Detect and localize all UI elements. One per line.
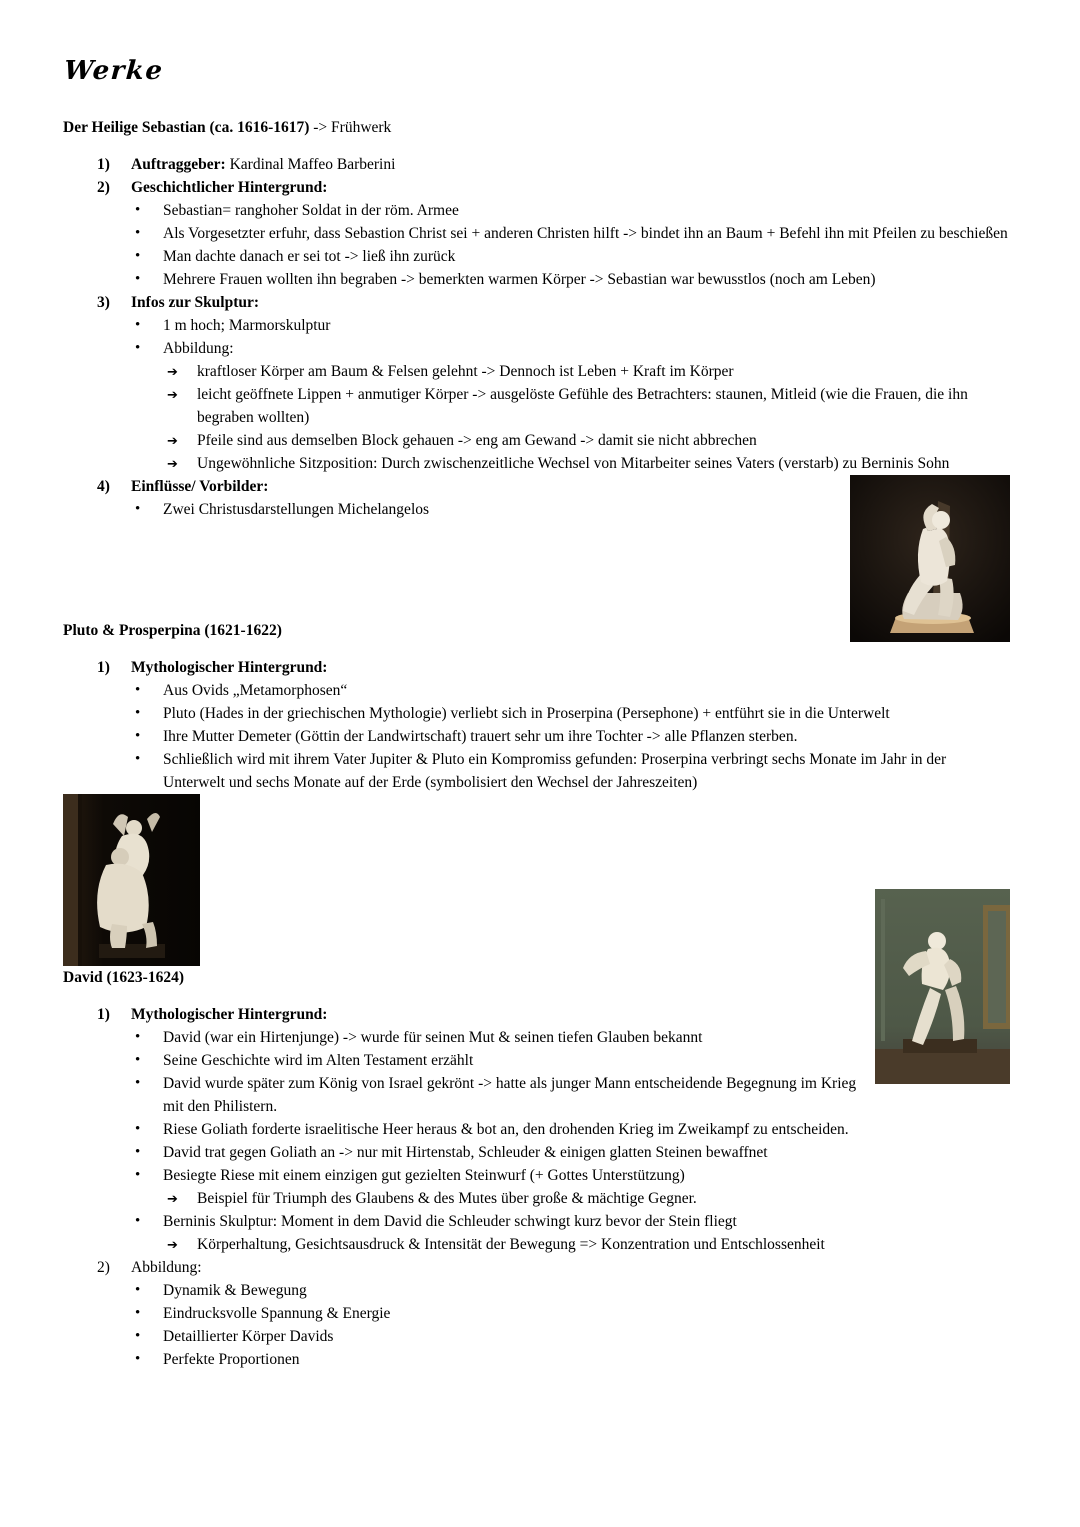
arrow-item xyxy=(63,452,1010,475)
text: Berninis Skulptur: Moment in dem David die Schleuder schwingt kurz bevor der Stein fliegt xyxy=(163,1213,737,1230)
text: David trat gegen Goliath an -> nur mit Hirtenstab, Schleuder & einigen glatten Steinen bewaffnet xyxy=(163,1144,768,1161)
text: Körperhaltung, Gesichtsausdruck & Intensität der Bewegung => Konzentration und Entschlossenheit xyxy=(197,1236,825,1253)
pluto-proserpina-sculpture-photo xyxy=(63,794,200,966)
bold-text: Auftraggeber: xyxy=(131,156,226,173)
bullet-glyph: • xyxy=(135,1305,141,1321)
arrow-glyph: ➔ xyxy=(167,1238,178,1253)
arrow-glyph: ➔ xyxy=(167,457,178,472)
bullet-item xyxy=(63,725,1010,748)
number-marker: 1) xyxy=(97,1006,110,1023)
numbered-item xyxy=(63,475,1010,498)
bullet-item xyxy=(63,1049,1010,1072)
bullet-item xyxy=(63,268,1010,291)
text: Detaillierter Körper Davids xyxy=(163,1328,334,1345)
bullet-item xyxy=(63,498,1010,521)
arrow-glyph: ➔ xyxy=(167,434,178,449)
bullet-glyph: • xyxy=(135,705,141,721)
section-david xyxy=(63,794,1010,1371)
bullet-glyph: • xyxy=(135,751,141,767)
section-heading xyxy=(63,619,1010,642)
bullet-glyph: • xyxy=(135,1075,141,1091)
bullet-item xyxy=(63,1118,1010,1141)
arrow-item xyxy=(63,1233,1010,1256)
bullet-glyph: • xyxy=(135,271,141,287)
text: Riese Goliath forderte israelitische Heer heraus & bot an, den drohenden Krieg im Zweikampf zu entscheiden. xyxy=(163,1121,849,1138)
text: David wurde später zum König von Israel gekrönt -> hatte als junger Mann entscheidende Begegnung im Krieg mit den Philistern. xyxy=(163,1075,857,1115)
bullet-item xyxy=(63,1348,1010,1371)
number-marker: 2) xyxy=(97,179,110,196)
bullet-item xyxy=(63,337,1010,360)
bold-text: Mythologischer Hintergrund: xyxy=(131,1006,328,1023)
number-marker: 4) xyxy=(97,478,110,495)
numbered-item xyxy=(63,153,1010,176)
document-body xyxy=(63,116,1010,1371)
bullet-glyph: • xyxy=(135,317,141,333)
number-marker: 1) xyxy=(97,659,110,676)
arrow-glyph: ➔ xyxy=(167,365,178,380)
arrow-glyph: ➔ xyxy=(167,1192,178,1207)
bullet-item xyxy=(63,1164,1010,1187)
section-sebastian xyxy=(63,116,1010,521)
bullet-glyph: • xyxy=(135,225,141,241)
bullet-glyph: • xyxy=(135,248,141,264)
arrow-glyph: ➔ xyxy=(167,388,178,403)
text: Kardinal Maffeo Barberini xyxy=(225,156,396,173)
text: Schließlich wird mit ihrem Vater Jupiter & Pluto ein Kompromiss gefunden: Proserpina verbringt sechs Monate im Jahr in der Unterwelt und sechs Monate auf der Erde (symbolisiert den Wechsel der Jahreszeiten) xyxy=(163,751,947,791)
bullet-glyph: • xyxy=(135,1328,141,1344)
text: Mehrere Frauen wollten ihn begraben -> bemerkten warmen Körper -> Sebastian war bewusstlos (noch am Leben) xyxy=(163,271,876,288)
bullet-glyph: • xyxy=(135,1351,141,1367)
bullet-glyph: • xyxy=(135,1167,141,1183)
arrow-item xyxy=(63,429,1010,452)
text: Besiegte Riese mit einem einzigen gut gezielten Steinwurf (+ Gottes Unterstützung) xyxy=(163,1167,685,1184)
bullet-item xyxy=(63,702,1010,725)
bullet-item xyxy=(63,748,1010,794)
bullet-glyph: • xyxy=(135,728,141,744)
text: Beispiel für Triumph des Glaubens & des Mutes über große & mächtige Gegner. xyxy=(197,1190,697,1207)
number-marker: 3) xyxy=(97,294,110,311)
text: leicht geöffnete Lippen + anmutiger Körper -> ausgelöste Gefühle des Betrachters: staunen, Mitleid (wie die Frauen, die ihn begraben wollten) xyxy=(197,386,968,426)
handwritten-title: Werke xyxy=(63,56,165,86)
text: Seine Geschichte wird im Alten Testament erzählt xyxy=(163,1052,474,1069)
text: -> Frühwerk xyxy=(309,119,392,136)
bullet-item xyxy=(63,679,1010,702)
bullet-glyph: • xyxy=(135,1144,141,1160)
pluto-photo-svg xyxy=(63,794,200,966)
text: Abbildung: xyxy=(163,340,234,357)
text: Aus Ovids „Metamorphosen“ xyxy=(163,682,348,699)
bullet-glyph: • xyxy=(135,340,141,356)
text: Zwei Christusdarstellungen Michelangelos xyxy=(163,501,430,518)
text: Pluto (Hades in der griechischen Mythologie) verliebt sich in Proserpina (Persephone) + entführt sie in die Unterwelt xyxy=(163,705,890,722)
bold-text: Infos zur Skulptur: xyxy=(131,294,260,311)
text: Man dachte danach er sei tot -> ließ ihn zurück xyxy=(163,248,456,265)
section-pluto xyxy=(63,619,1010,794)
text: Perfekte Proportionen xyxy=(163,1351,300,1368)
bullet-glyph: • xyxy=(135,202,141,218)
bullet-item xyxy=(63,222,1010,245)
number-marker: 2) xyxy=(97,1259,110,1276)
text: 1 m hoch; Marmorskulptur xyxy=(163,317,331,334)
bullet-item xyxy=(63,314,1010,337)
section-heading xyxy=(63,966,1010,989)
bullet-item xyxy=(63,1279,1010,1302)
bullet-item xyxy=(63,1141,1010,1164)
bullet-glyph: • xyxy=(135,1029,141,1045)
bullet-glyph: • xyxy=(135,501,141,517)
text: Sebastian= ranghoher Soldat in der röm. Armee xyxy=(163,202,459,219)
bullet-item xyxy=(63,1210,1010,1233)
text: Eindrucksvolle Spannung & Energie xyxy=(163,1305,391,1322)
numbered-item xyxy=(63,1256,1010,1279)
bold-text: Mythologischer Hintergrund: xyxy=(131,659,328,676)
bullet-item xyxy=(63,1072,1010,1118)
bold-text: Einflüsse/ Vorbilder: xyxy=(131,478,269,495)
bold-text: Pluto & Prosperpina (1621-1622) xyxy=(63,622,282,639)
arrow-item xyxy=(63,383,1010,429)
text: Als Vorgesetzter erfuhr, dass Sebastion Christ sei + anderen Christen hilft -> bindet ihn an Baum + Befehl ihn mit Pfeilen zu beschießen xyxy=(163,225,1008,242)
arrow-item xyxy=(63,1187,1010,1210)
text: Ihre Mutter Demeter (Göttin der Landwirtschaft) trauert sehr um ihre Tochter -> alle Pflanzen sterben. xyxy=(163,728,798,745)
bold-text: David (1623-1624) xyxy=(63,969,184,986)
bullet-item xyxy=(63,1325,1010,1348)
numbered-item xyxy=(63,1003,1010,1026)
bullet-glyph: • xyxy=(135,682,141,698)
bullet-item xyxy=(63,199,1010,222)
text: Dynamik & Bewegung xyxy=(163,1282,307,1299)
text: Abbildung: xyxy=(131,1259,202,1276)
numbered-item xyxy=(63,291,1010,314)
numbered-item xyxy=(63,656,1010,679)
bullet-glyph: • xyxy=(135,1213,141,1229)
bullet-glyph: • xyxy=(135,1282,141,1298)
text: Pfeile sind aus demselben Block gehauen -> eng am Gewand -> damit sie nicht abbrechen xyxy=(197,432,757,449)
bullet-item xyxy=(63,1026,1010,1049)
text: kraftloser Körper am Baum & Felsen gelehnt -> Dennoch ist Leben + Kraft im Körper xyxy=(197,363,734,380)
bold-text: Der Heilige Sebastian (ca. 1616-1617) xyxy=(63,119,310,136)
section-heading xyxy=(63,116,1010,139)
bullet-glyph: • xyxy=(135,1052,141,1068)
bold-text: Geschichtlicher Hintergrund: xyxy=(131,179,328,196)
numbered-item xyxy=(63,176,1010,199)
bullet-item xyxy=(63,1302,1010,1325)
number-marker: 1) xyxy=(97,156,110,173)
bullet-item xyxy=(63,245,1010,268)
text: David (war ein Hirtenjunge) -> wurde für seinen Mut & seinen tiefen Glauben bekannt xyxy=(163,1029,703,1046)
arrow-item xyxy=(63,360,1010,383)
bullet-glyph: • xyxy=(135,1121,141,1137)
text: Ungewöhnliche Sitzposition: Durch zwischenzeitliche Wechsel von Mitarbeiter seines Vaters (verstarb) zu Berninis Sohn xyxy=(197,455,950,472)
